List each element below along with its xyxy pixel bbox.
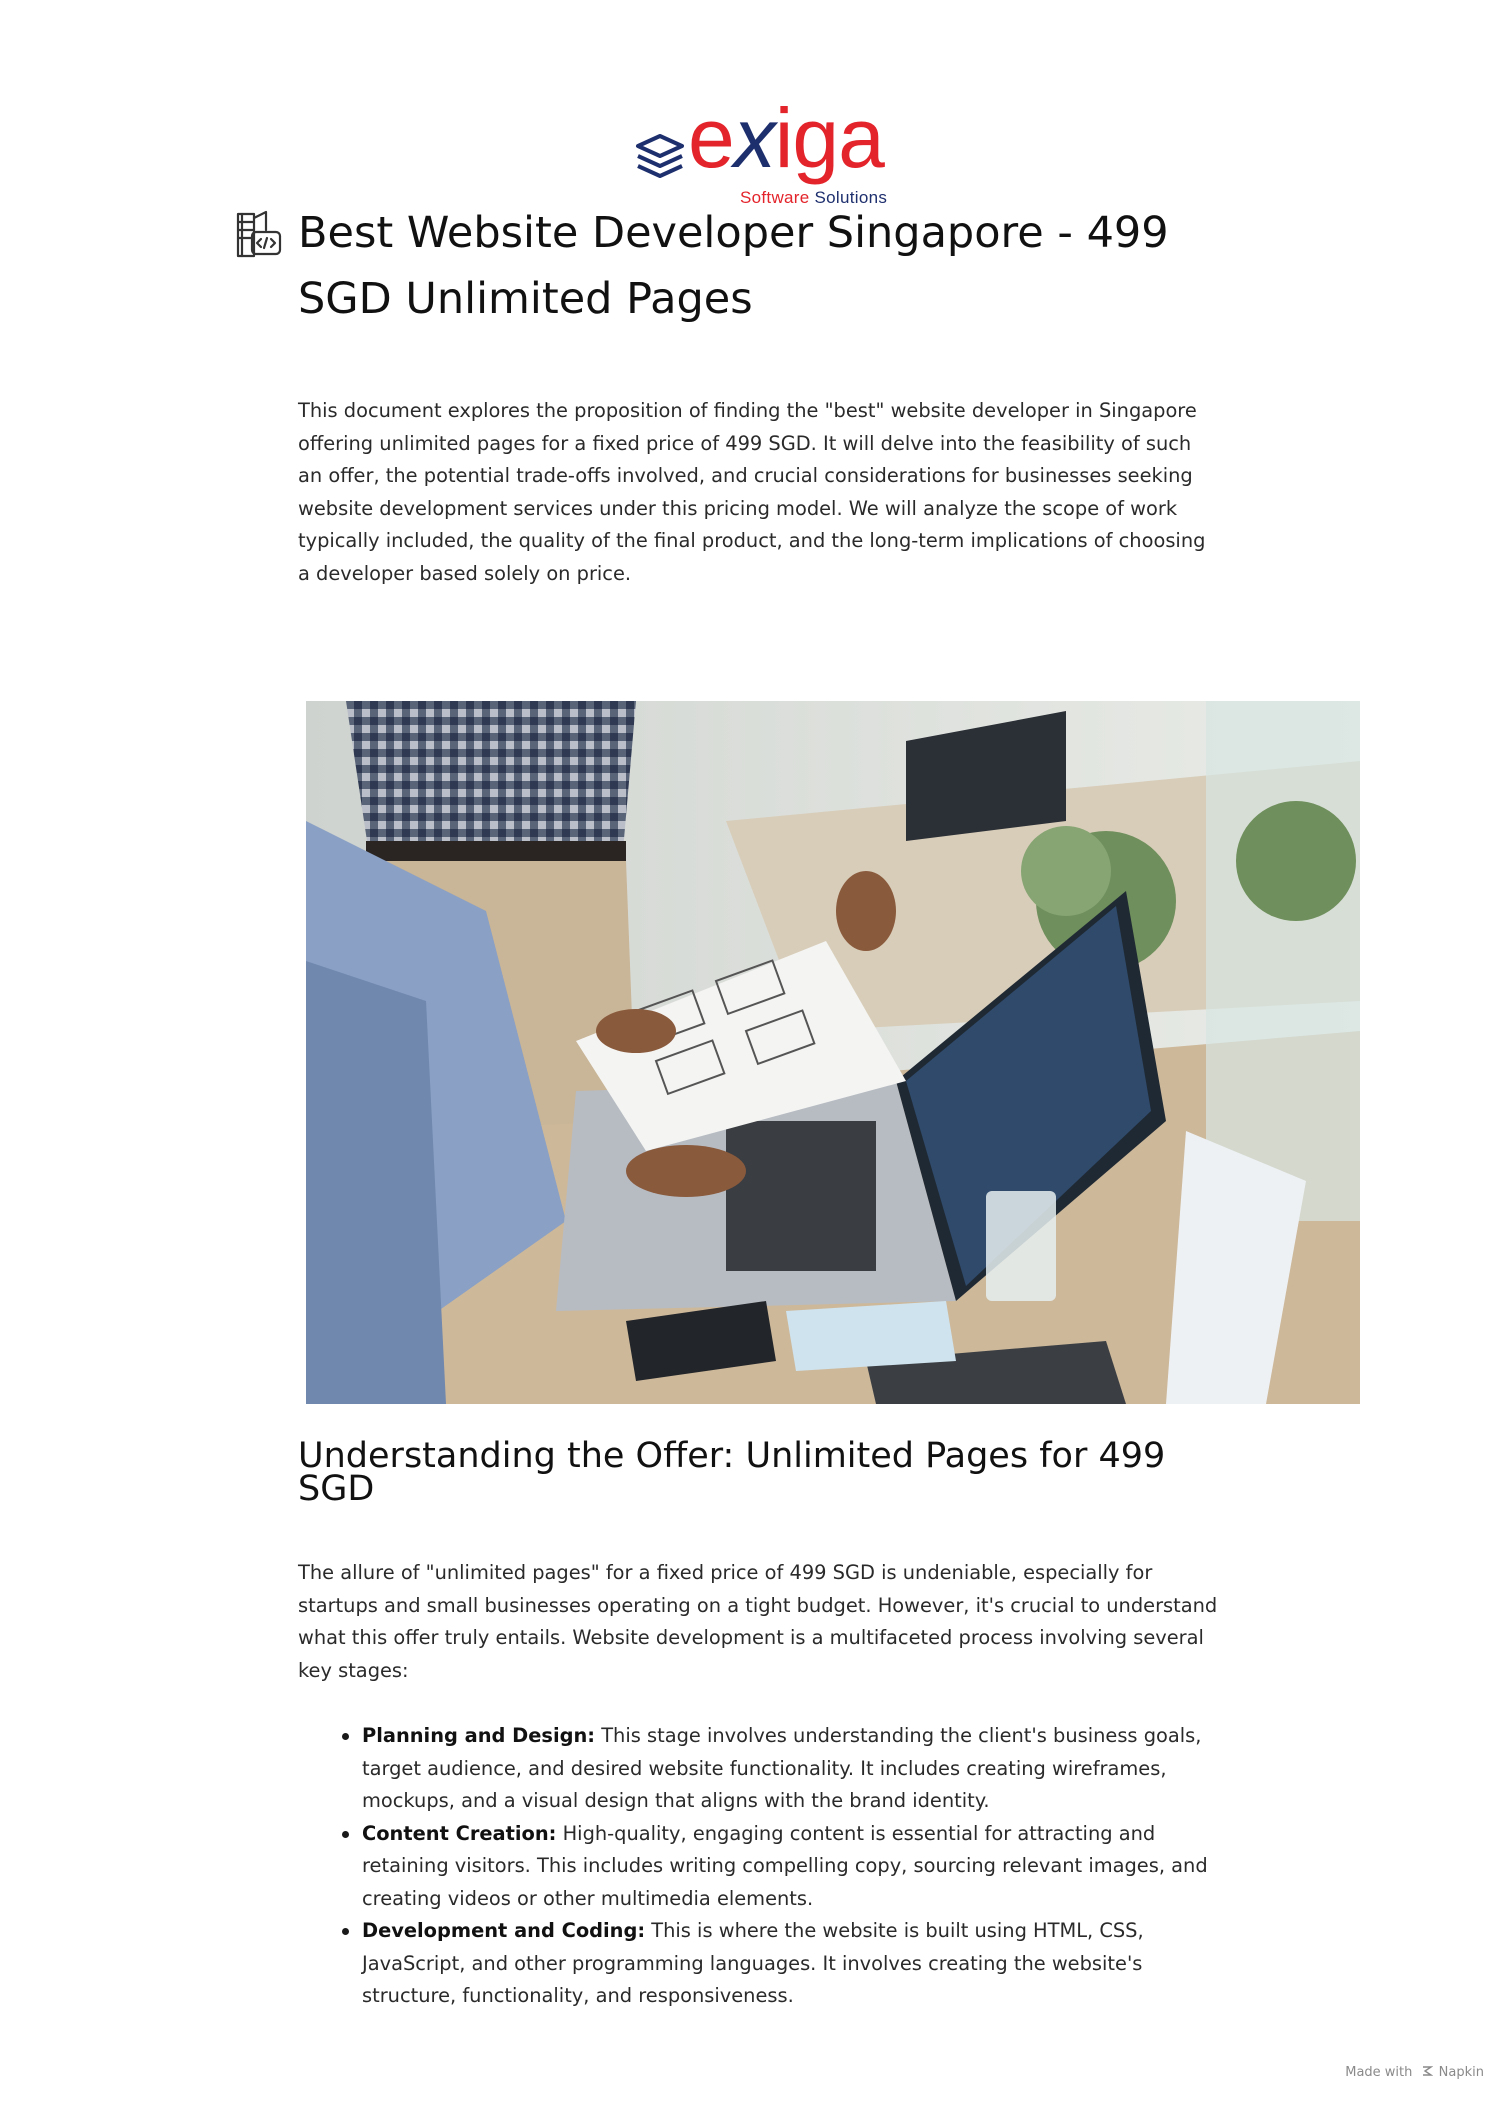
list-item: [298, 1915, 1238, 2013]
list-item-label: Planning and Design:: [362, 1724, 596, 1747]
made-with-napkin-badge[interactable]: [1345, 2065, 1484, 2080]
stages-list: [298, 1720, 1238, 2013]
list-item-text: This stage involves understanding the client's business goals, target audience, and desired website functionality. It includes creating wireframes, mockups, and a visual design that aligns with the brand identity.: [362, 1724, 1202, 1812]
logo-tagline: Software Solutions: [740, 188, 888, 207]
list-item: [298, 1818, 1238, 1916]
list-item-text: High-quality, engaging content is essential for attracting and retaining visitors. This includes writing compelling copy, sourcing relevant images, and creating videos or other multimedia elements.: [362, 1821, 1208, 1910]
list-item-label: Development and Coding:: [362, 1919, 646, 1942]
section-heading: Understanding the Offer: Unlimited Pages for 499 SGD: [298, 1436, 1166, 1509]
list-item: [298, 1720, 1238, 1818]
bullet-dot: [342, 1733, 349, 1740]
bullet-dot: [342, 1831, 349, 1838]
list-item-text: This is where the website is built using HTML, CSS, JavaScript, and other programming languages. It involves creating the website's structure, functionality, and responsiveness.: [362, 1919, 1144, 2007]
section-paragraph: The allure of "unlimited pages" for a fixed price of 499 SGD is undeniable, especially for startups and small businesses operating on a tight budget. However, it's crucial to understand what this offer truly entails. Website development is a multifaceted process involving several key stages:: [298, 1561, 1218, 1682]
napkin-icon: [1421, 2065, 1433, 2077]
logo-wordmark: exiga: [688, 91, 884, 185]
stacked-layers-icon: [632, 130, 688, 182]
intro-paragraph: This document explores the proposition of finding the "best" website developer in Singapore offering unlimited pages for a fixed price of 499 SGD. It will delve into the feasibility of such an offer, the potential trade-offs involved, and crucial considerations for businesses seeking website development services under this pricing model. We will analyze the scope of work typically included, the quality of the final product, and the long-term implications of choosing a developer based solely on price.: [298, 399, 1206, 585]
code-document-icon: [232, 208, 284, 260]
napkin-brand: Napkin: [1438, 2065, 1484, 2080]
office-photo: [306, 701, 1360, 1404]
page-title: Best Website Developer Singapore - 499 SGD Unlimited Pages: [298, 208, 1169, 324]
list-item-label: Content Creation:: [362, 1821, 557, 1845]
made-with-label: Made with: [1345, 2065, 1413, 2080]
bullet-dot: [342, 1928, 349, 1935]
exiga-logo: [632, 91, 912, 210]
